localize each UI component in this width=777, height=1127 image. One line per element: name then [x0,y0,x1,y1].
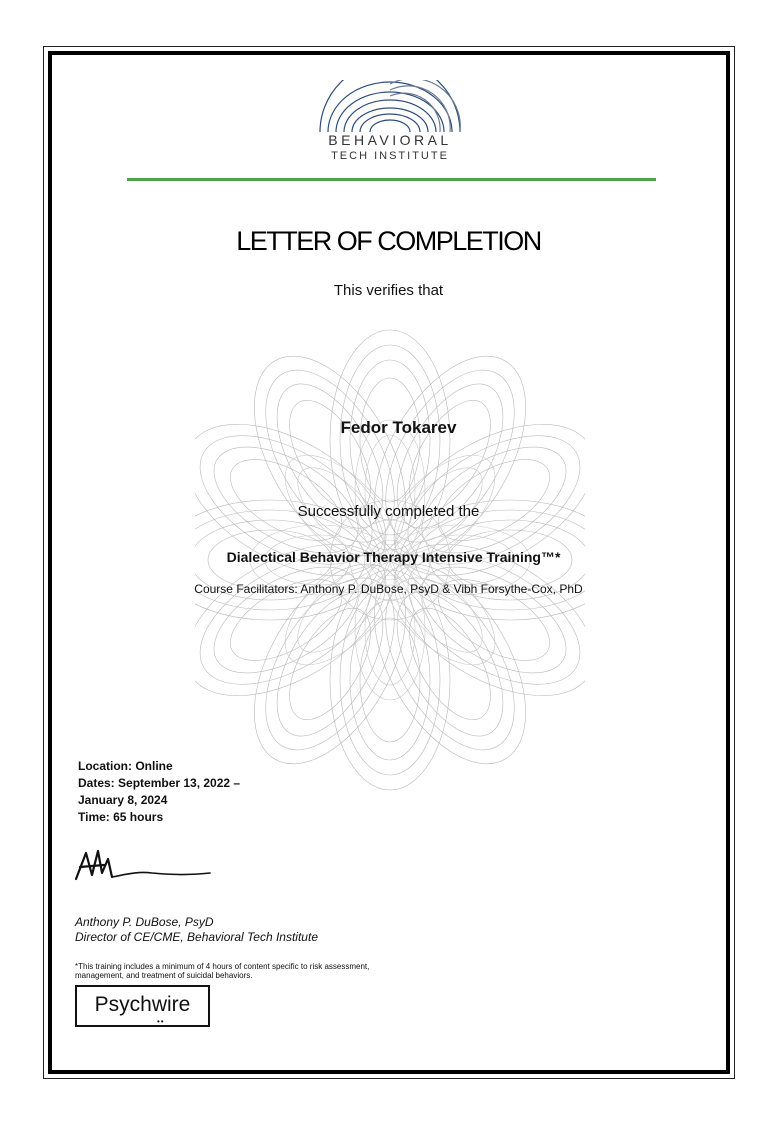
course-title: Dialectical Behavior Therapy Intensive Training™* [226,549,561,565]
psychwire-logo [75,985,210,1027]
certificate-title: LETTER OF COMPLETION [236,226,541,256]
logo-arcs-icon [318,80,462,132]
psychwire-wordmark: Psychwire [94,993,191,1016]
dates-line-continued: January 8, 2024 [78,793,168,807]
psychwire-dots-icon: •• [157,1017,165,1026]
completed-text: Successfully completed the [297,503,480,520]
verifies-text: This verifies that [333,282,444,299]
course-facilitators: Course Facilitators: Anthony P. DuBose, PsyD & Vibh Forsythe-Cox, PhD [194,582,583,596]
signer-title: Director of CE/CME, Behavioral Tech Institute [75,930,318,944]
time-line: Time: 65 hours [78,810,164,824]
behavioral-tech-logo [300,80,480,170]
dates-line: Dates: September 13, 2022 – [78,776,241,790]
green-divider [127,178,656,181]
handwritten-signature [72,845,217,887]
location-line: Location: Online [78,759,173,773]
logo-text-tech-institute: TECH INSTITUTE [331,150,449,162]
logo-text-behavioral: BEHAVIORAL [328,132,452,148]
signer-block [75,915,318,945]
signer-name: Anthony P. DuBose, PsyD [75,915,214,929]
course-details [78,758,278,826]
footnote-text: *This training includes a minimum of 4 hours of content specific to risk assessment, management, and treatment of suicidal behaviors. [75,962,370,980]
recipient-name: Fedor Tokarev [340,418,457,437]
